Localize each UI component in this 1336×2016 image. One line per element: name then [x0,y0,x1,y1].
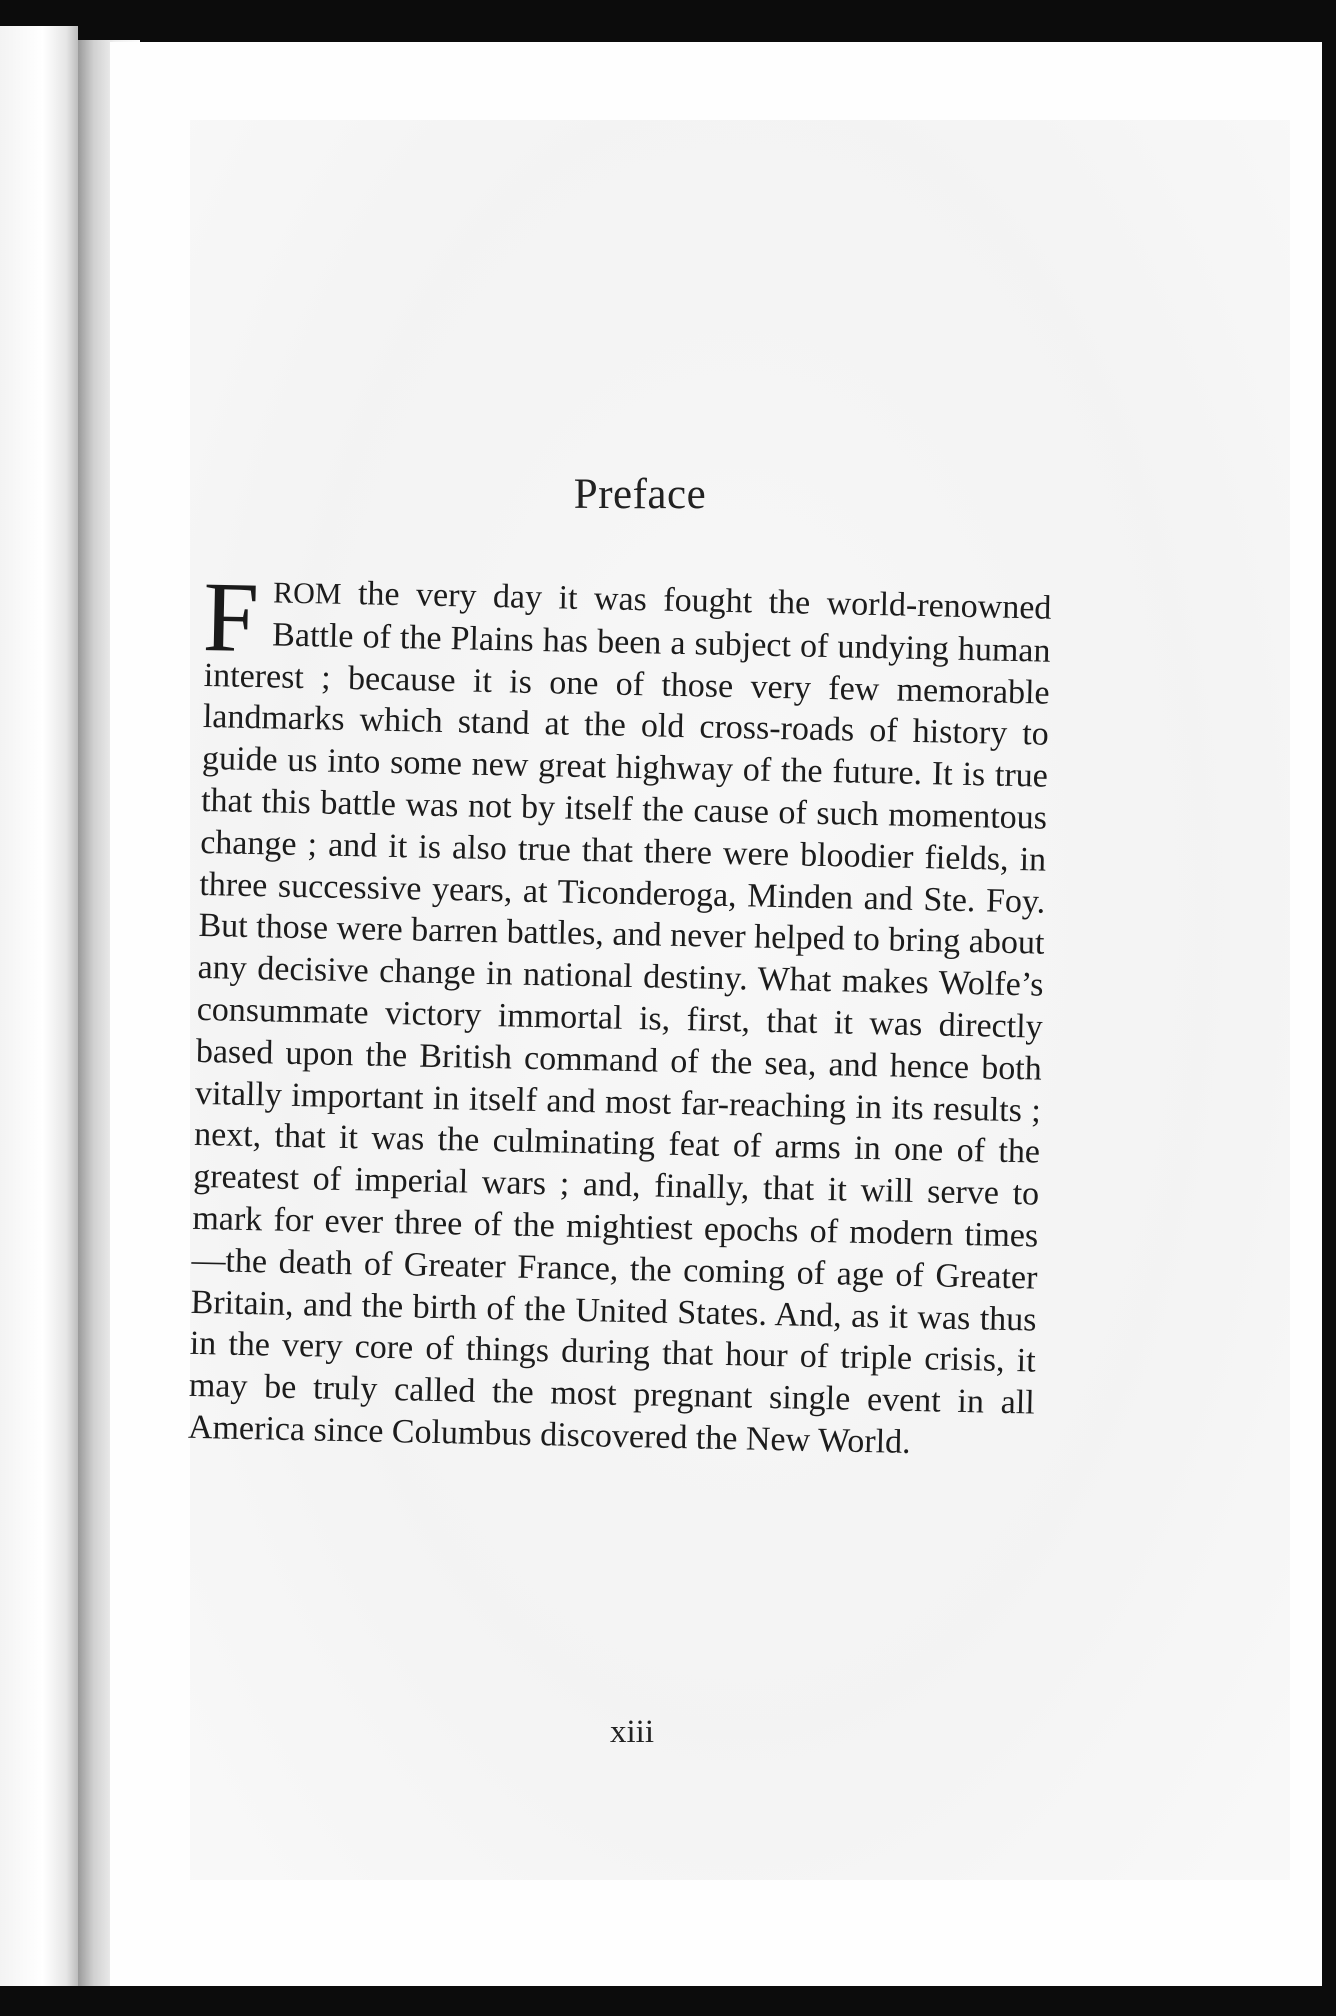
scan-bottom-border [0,1986,1336,2016]
page-number: xiii [609,1714,654,1750]
left-page-edge [0,26,78,1986]
preface-paragraph [187,560,1052,1466]
paragraph-text: the very day it was fought the world-renowned Battle of the Plains has been a subject of undying human interest ; because it is one of those very few memorable landmarks which stand at the old cross-roads of history to guide us into some new great highway of the future. It is true that this battle was not by itself the cause of such momentous change ; and it is also true that there were bloodier fields, in three successive years, at Ticonderoga, Minden and Ste. Foy. But those were barren battles, and never helped to bring about any decisive change in national destiny. What makes Wolfe’s consummate victory immortal is, first, that it was directly based upon the British command of the sea, and hence both vitally important in itself and most far-reaching in its results ; next, that it was the culminating feat of arms in one of the greatest of imperial wars ; and, finally, that it will serve to mark for ever three of the mightiest epochs of modern times—the death of Greater France, the coming of age of Greater Britain, and the birth of the United States. And, as it was thus in the very core of things during that hour of triple crisis, it may be truly called the most pregnant single event in all America since Columbus discovered the New World. [187,574,1052,1461]
drop-cap: F [201,560,260,674]
page-title: Preface [573,471,707,518]
lead-word: ROM [272,576,342,611]
